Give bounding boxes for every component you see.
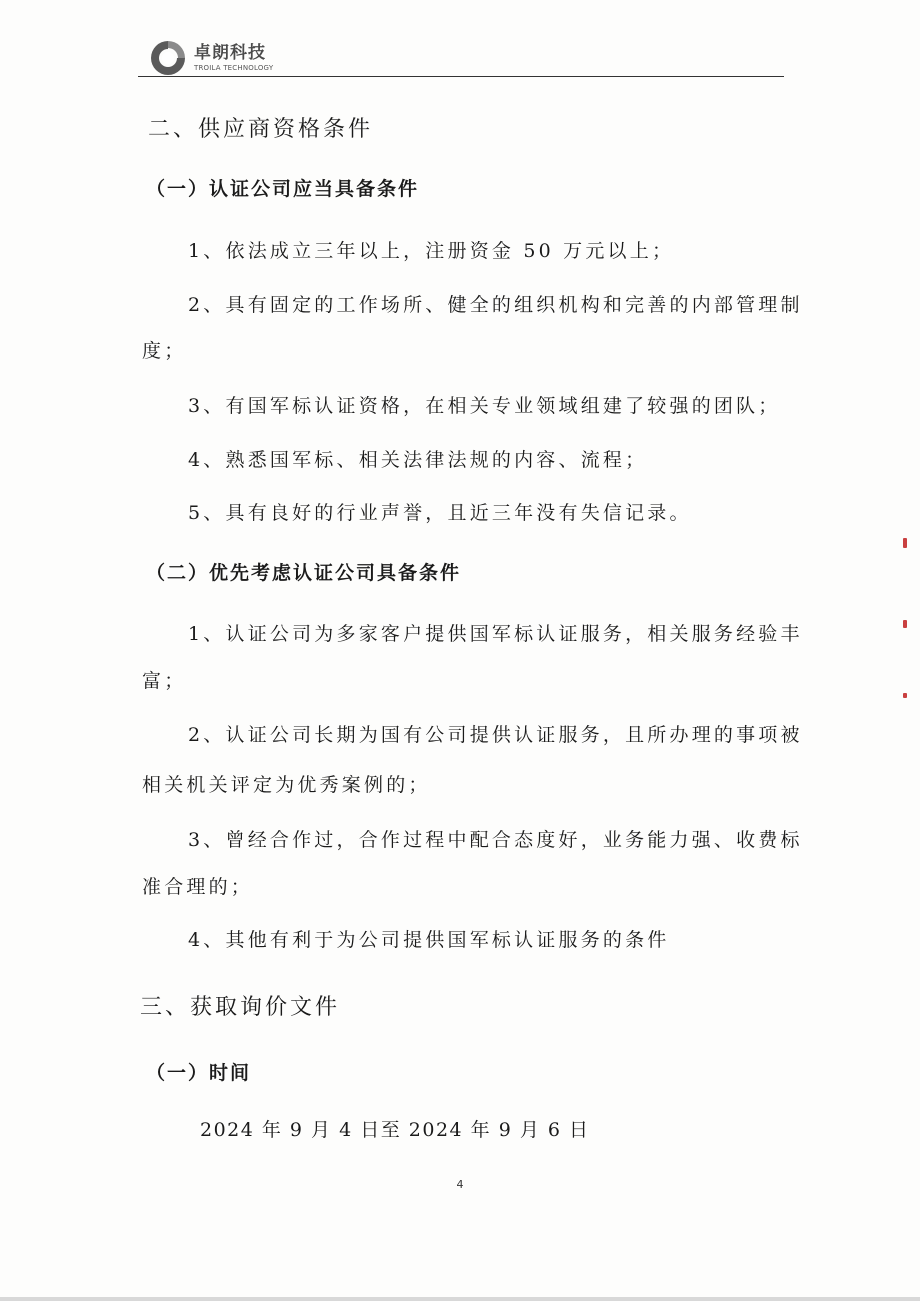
list-item: 3、曾经合作过，合作过程中配合态度好，业务能力强、收费标 bbox=[188, 829, 803, 851]
list-item-continuation: 相关机关评定为优秀案例的； bbox=[142, 774, 431, 796]
page-number: 4 bbox=[456, 1178, 464, 1191]
list-item: 2、认证公司长期为国有公司提供认证服务，且所办理的事项被 bbox=[188, 724, 803, 746]
list-item: 5、具有良好的行业声誉，且近三年没有失信记录。 bbox=[188, 502, 692, 524]
list-item-continuation: 准合理的； bbox=[142, 876, 254, 898]
company-logo bbox=[148, 38, 273, 78]
header-divider bbox=[138, 76, 784, 77]
list-item: 4、熟悉国军标、相关法律法规的内容、流程； bbox=[188, 449, 648, 471]
logo-company-cn: 卓朗科技 bbox=[194, 42, 266, 63]
list-item: 1、依法成立三年以上，注册资金 50 万元以上； bbox=[188, 240, 675, 262]
date-range-text: 2024 年 9 月 4 日至 2024 年 9 月 6 日 bbox=[200, 1119, 590, 1141]
subsection-title: （二）优先考虑认证公司具备条件 bbox=[146, 562, 462, 584]
seal-edge-mark bbox=[903, 538, 907, 548]
list-item: 2、具有固定的工作场所、健全的组织机构和完善的内部管理制 bbox=[188, 294, 803, 316]
list-item: 1、认证公司为多家客户提供国军标认证服务，相关服务经验丰 bbox=[188, 623, 803, 645]
logo-mark-icon bbox=[148, 38, 188, 78]
seal-edge-mark bbox=[903, 693, 907, 698]
list-item-continuation: 富； bbox=[142, 670, 187, 692]
list-item-continuation: 度； bbox=[142, 340, 187, 362]
logo-company-en: TROILA TECHNOLOGY bbox=[194, 63, 274, 72]
scan-bottom-edge bbox=[0, 1297, 920, 1301]
subsection-title: （一）认证公司应当具备条件 bbox=[146, 178, 420, 200]
list-item: 3、有国军标认证资格，在相关专业领域组建了较强的团队； bbox=[188, 395, 781, 417]
list-item: 4、其他有利于为公司提供国军标认证服务的条件 bbox=[188, 929, 670, 951]
section-title: 二、供应商资格条件 bbox=[148, 117, 374, 142]
subsection-title: （一）时间 bbox=[146, 1062, 252, 1084]
seal-edge-mark bbox=[903, 620, 907, 628]
section-title: 三、获取询价文件 bbox=[140, 995, 341, 1020]
